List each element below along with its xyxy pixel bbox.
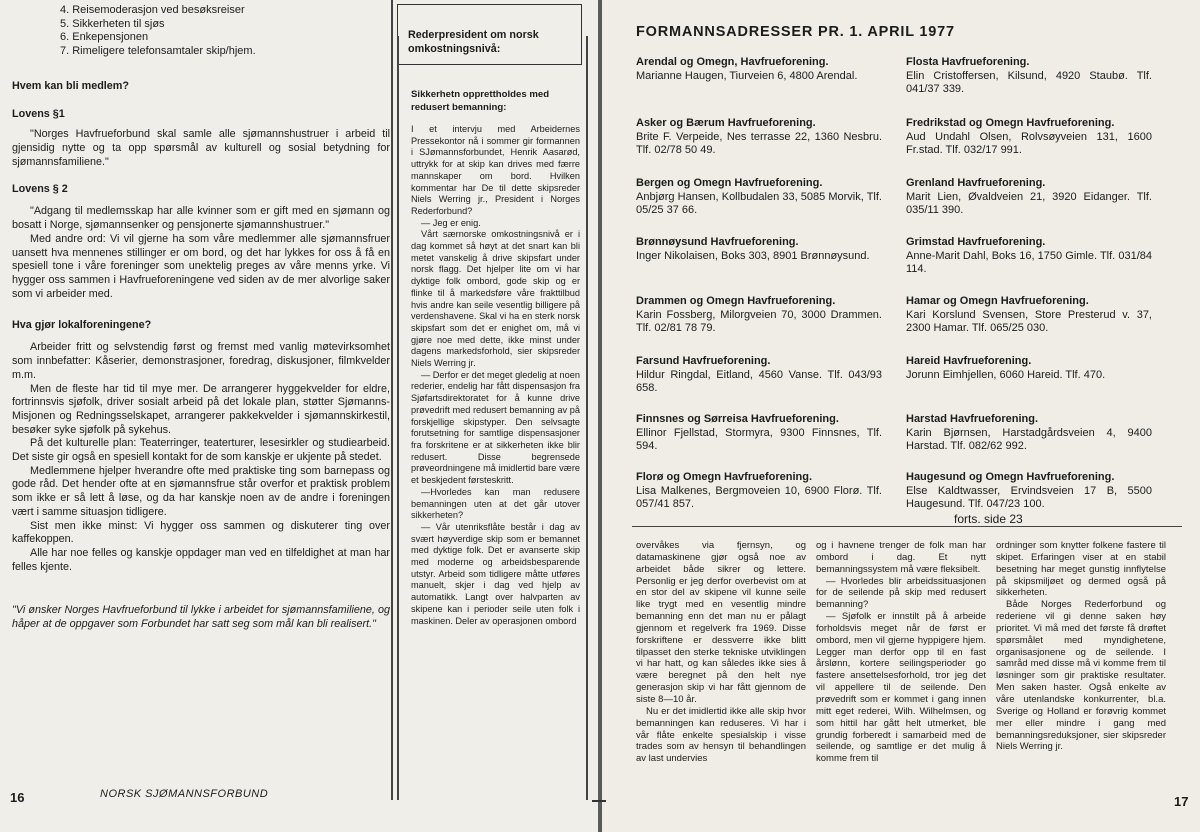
column-divider — [391, 0, 393, 800]
association-address: Brite F. Verpeide, Nes terrasse 22, 1360 Nesbru. Tlf. 02/78 50 49. — [636, 130, 882, 156]
association-address: Anbjørg Hansen, Kollbudalen 33, 5085 Morvik, Tlf. 05/25 37 66. — [636, 190, 882, 216]
address-entry — [636, 355, 882, 396]
sidebar-paragraph: — Jeg er enig. — [421, 217, 481, 228]
sidebar-border — [397, 36, 399, 800]
address-entry — [906, 117, 1152, 158]
main-article-column — [12, 4, 390, 632]
association-name: Drammen og Omegn Havfrueforening. — [636, 295, 836, 307]
page-number-left: 16 — [10, 790, 25, 805]
association-address: Ellinor Fjellstad, Stormyra, 9300 Finnsnes, Tlf. 594. — [636, 426, 882, 452]
association-name: Fredrikstad og Omegn Havfrueforening. — [906, 117, 1115, 129]
local-paragraph: Alle har noe felles og kanskje oppdager man ved en tilfeldighet at man har felles kjente. — [12, 546, 390, 573]
sidebar-paragraph: Vårt særnorske omkostningsnivå er i dag kommet så høyt at det snart kan bli metet vanskelig å drive skipsfart under norsk flagg. Det hjelper lite om vi har dyktige folk ombord, gode skip og er flinke til å markedsføre våre frakttilbud hvis andre kan seile vesentlig billigere på verdenshavene. Skal vi ha en sterk norsk skipsfart som det er enighet om, må vi gjøre noe med dette, ikke minst under dagens markedsforhold, sier skipsreder Niels Werring jr. — [411, 229, 580, 369]
address-entry — [636, 471, 882, 512]
other-words-paragraph: Med andre ord: Vi vil gjerne ha som våre medlemmer alle sjømannsfruer uansett hva mennenes stillinger er om bord, og det har lykkes for oss å få en spesiell tone i våre foreninger som unektelig preges av våre menns yrke. Vi hygger oss sammen i Havfrueforeningene ved siden av de mer alvorlige saker som vi arbeider med. — [12, 232, 390, 300]
page-number-right: 17 — [1174, 794, 1189, 809]
association-address: Inger Nikolaisen, Boks 303, 8901 Brønnøysund. — [636, 249, 870, 262]
local-paragraph: Men de fleste har tid til mye mer. De arrangerer hyggekvelder for eldre, fortrinnsvis sjøfolk, driver sosialt arbeid på det lokale plan, støtter Sjømanns-Misjonen og Redningsselskapet, arrangerer pakkekvelder i sjømannskirkestil, besøker syke sjøfolk på sykehus. — [12, 382, 390, 436]
association-name: Brønnøysund Havfrueforening. — [636, 236, 799, 248]
association-name: Flosta Havfrueforening. — [906, 56, 1030, 68]
association-name: Hareid Havfrueforening. — [906, 355, 1032, 367]
sidebar-paragraph: — Vår utenriksflåte består i dag av svært høyverdige skip som er bemannet med dyktige folk. Det er avanserte skip med moderne og arbeidsbesparende utstyr. Arbeid som tidligere måtte utføres manuelt, skjer i dag ved hjelp av automatikk. Langt over halvparten av skipene kan i perioder seile uten folk i maskinen. Deler av operasjonen ombord — [411, 521, 580, 626]
column-paragraph: Nu er det imidlertid ikke alle skip hvor bemanningen kan reduseres. Vi har i vår flåte enkelte spesialskip i visse trades som av hensyn til behandlingen av last undervies — [636, 705, 806, 765]
address-entry — [636, 413, 882, 454]
continued-column-3 — [996, 540, 1166, 753]
sidebar-subheading: Sikkerhetn opprettholdes med redusert bemanning: — [411, 89, 550, 113]
sidebar-paragraph: —Hvorledes kan man redusere bemanningen uten at det går utover sikkerheten? — [411, 486, 580, 521]
column-paragraph: overvåkes via fjernsyn, og datamaskinene gjør også noe av arbeidet både sikrer og lettere. Personlig er jeg derfor overbevist om at en stor del av skipene vil kunne seile like trygt med en vesentlig mindre bemanning enn det man nu er pålagt gjennom et regelverk fra 1969. Disse forskriftene er dessverre ikke blitt tilpasset den sterke tekniske utviklingen vi har hatt, og kan således ikke sies å være beregnet på den helt nye generasjon skip vi har fått gjennom de siste 8—10 år. — [636, 540, 806, 705]
association-address: Lisa Malkenes, Bergmoveien 10, 6900 Florø. Tlf. 057/41 857. — [636, 484, 882, 510]
column-paragraph: ordninger som knytter folkene fastere til skipet. Erfaringen viser at en stabil besetning har meget gunstig innflytelse på skipsmiljøet og dermed også på sikkerheten. — [996, 540, 1166, 599]
continued-column-1 — [636, 540, 806, 765]
association-name: Grimstad Havfrueforening. — [906, 236, 1046, 248]
section-divider — [632, 526, 1182, 527]
association-address: Elin Cristoffersen, Kilsund, 4920 Staubø. Tlf. 041/37 339. — [906, 69, 1152, 95]
heading-local-associations: Hva gjør lokalforeningene? — [12, 319, 152, 332]
address-entry — [906, 295, 1152, 336]
association-name: Bergen og Omegn Havfrueforening. — [636, 177, 823, 189]
column-paragraph: — Hvorledes blir arbeidssituasjonen for de seilende på skip med redusert bemanning? — [816, 575, 986, 611]
column-paragraph: Både Norges Rederforbund og rederiene vil gi denne saken høy prioritet. Vi må med det første få drøftet spørsmålet med myndighetene, organisasjonene og de seilende. I samråd med disse må vi komme frem til løsninger som gir praktiske resultater. Men saken haster. Også enkelte av våre utenlandske konkurrenter, bl.a. Sverige og Holland er forøvrig kommet mer eller mindre i gang med bemanningsreduksjoner, sier skipsreder Niels Werring jr. — [996, 599, 1166, 753]
heading-law-1: Lovens §1 — [12, 108, 65, 121]
address-entry — [906, 236, 1152, 277]
address-entry — [636, 295, 882, 336]
association-address: Else Kaldtwasser, Ervindsveien 17 B, 5500 Haugesund. Tlf. 047/23 100. — [906, 484, 1152, 510]
association-name: Harstad Havfrueforening. — [906, 413, 1039, 425]
right-page — [602, 0, 1200, 832]
association-address: Karin Fossberg, Milorgveien 70, 3000 Drammen. Tlf. 02/81 78 79. — [636, 308, 882, 334]
list-item: 7. Rimeligere telefonsamtaler skip/hjem. — [60, 44, 256, 57]
association-address: Aud Undahl Olsen, Rolvsøyveien 131, 1600 Fr.stad. Tlf. 032/17 991. — [906, 130, 1152, 156]
address-entry — [906, 413, 1152, 454]
law-1-text: "Norges Havfrueforbund skal samle alle sjømannshustruer i arbeid til gjensidig nytte og ta opp spørsmål av kulturell og sosial betydning for sjømannsfamiliene." — [12, 128, 390, 168]
union-signature: NORSK SJØMANNSFORBUND — [100, 788, 269, 800]
address-entry — [636, 117, 882, 158]
association-name: Arendal og Omegn, Havfrueforening. — [636, 56, 829, 68]
list-item: 6. Enkepensjonen — [60, 31, 149, 44]
column-paragraph: — Sjøfolk er innstilt på å arbeide forholdsvis meget når de først er ombord, men vil gjerne hyppigere hjem. Legger man derfor opp til en fast årslønn, kortere seilingsperioder go fastere ansettelsesforhold, tror jeg det vil appellere til de seilende. Den prøvedrift som er kommet i gang innen mitt eget rederei, Wilh. Wilhelmsen, og som hittil har gått helt utmerket, ble grundig forberedt i samarbeid med de seilende, og samtlige er det mulig å komme frem til — [816, 611, 986, 765]
association-address: Anne-Marit Dahl, Boks 16, 1750 Gimle. Tlf. 031/84 114. — [906, 249, 1152, 275]
association-name: Grenland Havfrueforening. — [906, 177, 1046, 189]
union-quote: "Vi ønsker Norges Havfrueforbund til lykke i arbeidet for sjømannsfamiliene, og håper at de oppgaver som Forbundet har satt seg som mål kan bli realisert." — [12, 604, 390, 631]
fold-mark — [592, 800, 606, 802]
sidebar-article — [397, 4, 582, 627]
goals-list — [60, 4, 390, 58]
continued-note: forts. side 23 — [954, 512, 1023, 526]
association-address: Hildur Ringdal, Eitland, 4560 Vanse. Tlf. 043/93 658. — [636, 368, 882, 394]
address-entry — [636, 236, 882, 263]
association-address: Kari Korslund Svensen, Store Presterud v. 37, 2300 Hamar. Tlf. 065/25 030. — [906, 308, 1152, 334]
local-paragraph: Medlemmene hjelper hverandre ofte med praktiske ting som barnepass og gode råd. Det hender ofte at en sjømannsfrue står overfor et praktisk problem som ikke er så lett å løse, og da har kanskje noen av de andre i foreningen vært i samme situasjon tidligere. — [12, 464, 390, 518]
association-address: Karin Bjørnsen, Harstadgårdsveien 4, 9400 Harstad. Tlf. 082/62 992. — [906, 426, 1152, 452]
sidebar-paragraph: I et intervju med Arbeidernes Pressekontor nå i sommer gir formannen i SJømannsforbundet, Henrik Aasarød, uttrykk for at skip kan drives med færre mannskaper om bord. Hvilken kommentar har De til dette skipsreder Niels Werring jr., President i Norges Rederforbund? — [411, 124, 580, 216]
heading-membership: Hvem kan bli medlem? — [12, 80, 130, 93]
association-name: Hamar og Omegn Havfrueforening. — [906, 295, 1089, 307]
law-2-text: "Adgang til medlemsskap har alle kvinner som er gift med en sjømann og bosatt i Norge, sjømannsenker og pensjonerte sjømannshustruer." — [12, 205, 390, 232]
association-name: Haugesund og Omegn Havfrueforening. — [906, 471, 1115, 483]
address-entry — [906, 56, 1152, 97]
address-entry — [906, 471, 1152, 512]
sidebar-title: Rederpresident om norsk omkostningsnivå: — [397, 4, 582, 65]
association-name: Asker og Bærum Havfrueforening. — [636, 117, 816, 129]
association-name: Finnsnes og Sørreisa Havfrueforening. — [636, 413, 839, 425]
sidebar-border — [586, 36, 588, 800]
association-address: Marit Lien, Øvaldveien 21, 3920 Eidanger. Tlf. 035/11 390. — [906, 190, 1152, 216]
heading-law-2: Lovens § 2 — [12, 183, 68, 196]
left-page — [0, 0, 598, 832]
association-address: Marianne Haugen, Tiurveien 6, 4800 Arendal. — [636, 69, 858, 82]
address-entry — [906, 177, 1152, 218]
local-paragraph: På det kulturelle plan: Teaterringer, teaterturer, lesesirkler og studiearbeid. Det siste gir også en spesiell kontakt for de som kanskje er ukjente på stedet. — [12, 437, 390, 464]
page-title: FORMANNSADRESSER PR. 1. APRIL 1977 — [636, 24, 955, 40]
address-entry — [636, 177, 882, 218]
sidebar-paragraph: — Derfor er det meget gledelig at noen rederier, endelig har fått dispensasjon fra Sjøfartsdirektoratet for å kunne drive prøvedrift med redusert bemanning av på forskjellige skipstyper. Den selvsagte forutsetning for samtlige dispensasjoner fra forskritene er at sikkerheten ikke blir redusert. Disse begrensede prøveordningene må imidlertid bare være et beskjedent førsteskritt. — [411, 369, 580, 486]
association-address: Jorunn Eimhjellen, 6060 Hareid. Tlf. 470. — [906, 368, 1106, 381]
local-paragraph: Sist men ikke minst: Vi hygger oss sammen og diskuterer ting over kaffekoppen. — [12, 519, 390, 546]
address-entry — [906, 355, 1152, 382]
address-entry — [636, 56, 882, 83]
association-name: Florø og Omegn Havfrueforening. — [636, 471, 813, 483]
continued-column-2 — [816, 540, 986, 765]
list-item: 4. Reisemoderasjon ved besøksreiser — [60, 4, 245, 16]
local-paragraph: Arbeider fritt og selvstendig først og fremst med vanlig møtevirksomhet som innbefatter: Kåserier, demonstrasjoner, foredrag, diskusjoner, filmkvelder m.m. — [12, 341, 390, 381]
list-item: 5. Sikkerheten til sjøs — [60, 17, 165, 30]
column-paragraph: og i havnene trenger de folk man har ombord i dag. Et nytt bemanningssystem må være fleksibelt. — [816, 540, 986, 575]
association-name: Farsund Havfrueforening. — [636, 355, 771, 367]
